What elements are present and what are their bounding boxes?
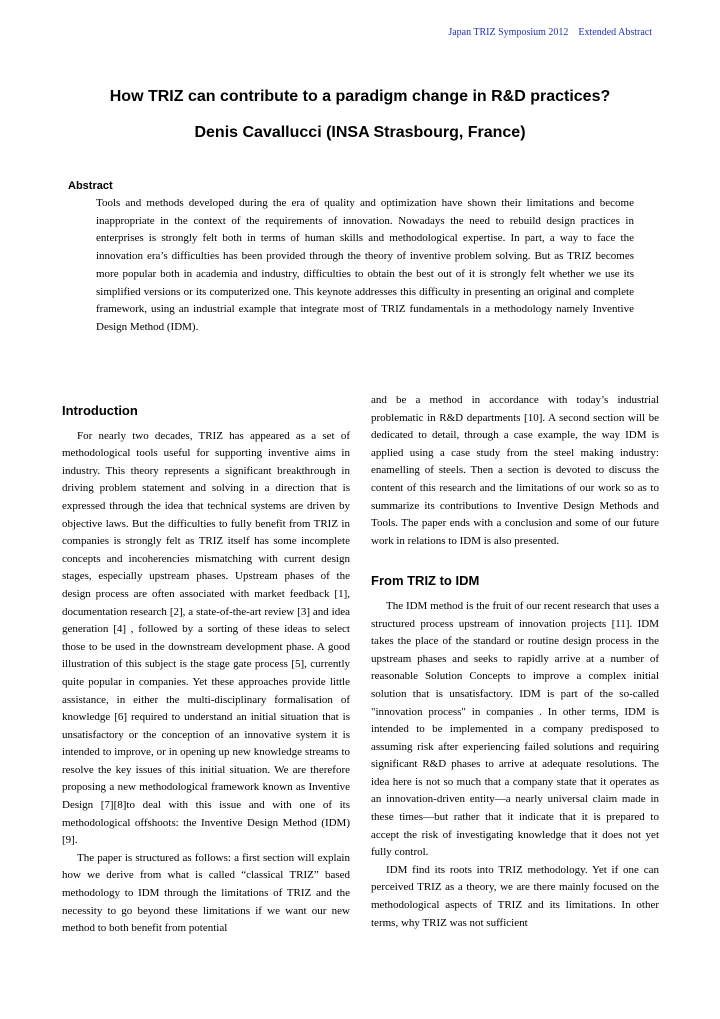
- running-header: [448, 27, 652, 38]
- symposium-name: Japan TRIZ Symposium 2012: [448, 27, 569, 38]
- from-triz-paragraph-2: IDM find its roots into TRIZ methodology. Yet if one can perceived TRIZ as a theory, we are there mainly focused on the methodological aspects of TRIZ and its limitations. In other terms, why TRIZ was not sufficient: [371, 863, 659, 929]
- introduction-continuation: and be a method in accordance with today’s industrial problematic in R&D departments [10]. A second section will be dedicated to detail, through a case example, the way IDM is applied using a case study from the steel making industry: enamelling of steels. Then a section is devoted to discuss the content of this research and the limitations of our work so as to summarize its contributions to Inventive Design Methods and Tools. The paper ends with a conclusion and some of our future work in relations to IDM is also presented.: [371, 394, 659, 547]
- document-type: Extended Abstract: [578, 27, 652, 38]
- introduction-paragraph-2: The paper is structured as follows: a first section will explain how we derive from what is called “classical TRIZ” based methodology to IDM through the limitations of TRIZ and the necessity to go beyond these limitations if we want our new method to both benefit from potential: [62, 851, 350, 935]
- paper-author: Denis Cavallucci (INSA Strasbourg, France): [194, 124, 526, 141]
- introduction-heading: Introduction: [62, 403, 138, 418]
- right-column: [371, 392, 659, 932]
- paper-title: How TRIZ can contribute to a paradigm change in R&D practices?: [109, 88, 611, 105]
- abstract-text: Tools and methods developed during the era of quality and optimization have shown their limitations and become inappropriate in the context of the requirements of innovation. Nowadays the need to rebuild design practices in enterprises is strongly felt both in terms of human skills and methodological expertise. In part, a way to face the innovation era’s difficulties has been provided through the theory of inventive problem solving. But as TRIZ becomes more popular both in academia and industry, difficulties to obtain the best out of it is strongly felt whether we use its simplified versions or its computerized one. This keynote addresses this difficulty in presenting an original and complete framework, using an industrial example that integrate most of TRIZ fundamentals in a methodology namely Inventive Design Method (IDM).: [96, 197, 634, 333]
- from-triz-heading: From TRIZ to IDM: [371, 573, 480, 589]
- left-column: [62, 392, 350, 938]
- abstract-heading: Abstract: [68, 180, 113, 192]
- introduction-paragraph-1: For nearly two decades, TRIZ has appeared as a set of methodological tools useful for supporting inventive aims in industry. This theory represents a significant breakthrough in driving problem statement and solving in a direction that is expressed through the idea that technical systems are driven by objective laws. But the difficulties to fully benefit from TRIZ in companies is strongly felt as TRIZ itself has some incomplete concepts and incoherencies mismatching with current design stages, especially upstream phases. Upstream phases of the design process are often associated with market feedback [1], documentation research [2], a state-of-the-art review [3] and idea generation [4] , followed by a sorting of these ideas to select those to be used in the downstream development phase. A good illustration of this subject is the stage gate process [5], currently quite popular in companies. Yet these approaches provide little assistance, in either the multi-disciplinary formalisation of knowledge [6] required to understand an initial situation that is unsatisfactory or the conception of an innovative system it is intended to improve, or in opening up new knowledge streams to resolve the key issues of this initial situation. We are therefore proposing a new methodological framework known as Inventive Design [7][8]to deal with this issue and with one of its methodological offshoots: the Inventive Design Method (IDM)[9].: [62, 429, 350, 847]
- from-triz-paragraph-1: The IDM method is the fruit of our recent research that uses a structured process upstream of innovation projects [11]. IDM takes the place of the standard or routine design process in the upstream phases and seeks to rapidly arrive at a number of reasonable Solution Concepts to improve a complex initial solution that is unsatisfactory. IDM is part of the so-called "innovation process" in companies . In other terms, IDM is intended to be implemented in a company predisposed to assuming risk after experiencing failed solutions and requiring significant R&D phases to arrive at adequate resolutions. The idea here is not so much that a company state that it operates as an innovation-driven entity—a nearly universal claim made in these times—but rather that it indicate that it is prepared to accept the risk of investigating knowledge that it does not yet fully control.: [371, 599, 659, 859]
